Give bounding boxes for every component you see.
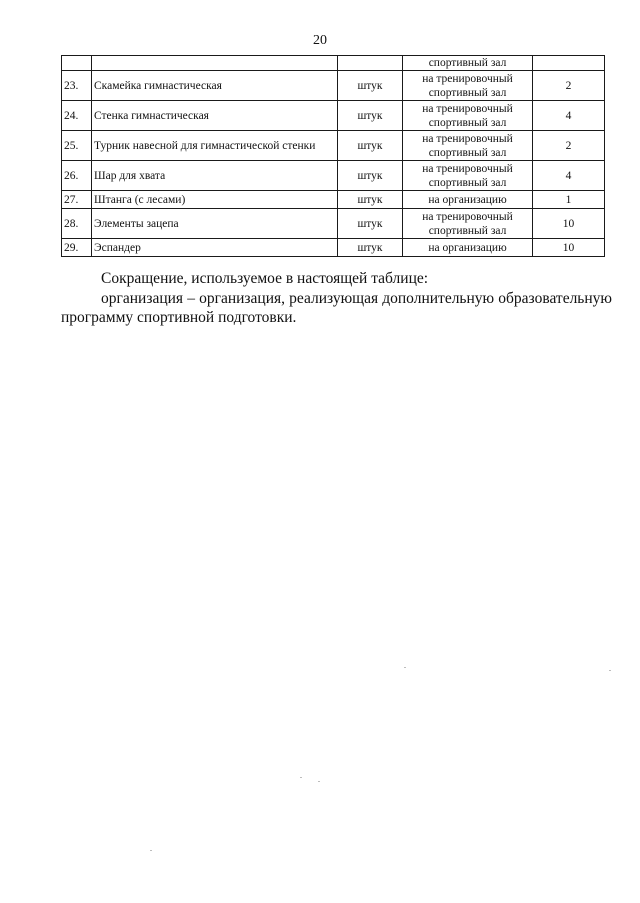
unit: штук xyxy=(338,101,403,131)
quantity: 2 xyxy=(533,131,605,161)
quantity xyxy=(533,56,605,71)
row-number: 25. xyxy=(62,131,92,161)
scan-speck xyxy=(609,670,611,671)
scan-speck xyxy=(300,777,302,778)
scan-speck xyxy=(404,667,406,668)
item-name: Шар для хвата xyxy=(92,161,338,191)
allocation: спортивный зал xyxy=(403,56,533,71)
unit: штук xyxy=(338,131,403,161)
quantity: 1 xyxy=(533,191,605,209)
row-number: 26. xyxy=(62,161,92,191)
item-name: Эспандер xyxy=(92,239,338,257)
unit: штук xyxy=(338,71,403,101)
scan-speck xyxy=(318,781,320,782)
table-row xyxy=(62,239,605,257)
allocation: на тренировочный спортивный зал xyxy=(403,209,533,239)
table-row xyxy=(62,191,605,209)
row-number: 29. xyxy=(62,239,92,257)
table-row xyxy=(62,161,605,191)
item-name: Скамейка гимнастическая xyxy=(92,71,338,101)
allocation: на тренировочный спортивный зал xyxy=(403,161,533,191)
unit: штук xyxy=(338,209,403,239)
row-number: 28. xyxy=(62,209,92,239)
item-name: Стенка гимнастическая xyxy=(92,101,338,131)
row-number: 24. xyxy=(62,101,92,131)
page-number: 20 xyxy=(313,33,327,48)
quantity: 10 xyxy=(533,239,605,257)
equipment-table xyxy=(61,55,605,257)
table-row xyxy=(62,131,605,161)
quantity: 4 xyxy=(533,101,605,131)
unit: штук xyxy=(338,239,403,257)
unit xyxy=(338,56,403,71)
allocation: на тренировочный спортивный зал xyxy=(403,131,533,161)
item-name xyxy=(92,56,338,71)
abbreviation-definition: организация – организация, реализующая дополнительную образовательную программу спортивной подготовки. xyxy=(61,290,612,326)
unit: штук xyxy=(338,161,403,191)
item-name: Элементы зацепа xyxy=(92,209,338,239)
scan-speck xyxy=(150,850,152,851)
abbreviation-heading: Сокращение, используемое в настоящей таблице: xyxy=(101,270,429,287)
allocation: на тренировочный спортивный зал xyxy=(403,101,533,131)
allocation: на организацию xyxy=(403,239,533,257)
table-row xyxy=(62,209,605,239)
row-number: 23. xyxy=(62,71,92,101)
row-number: 27. xyxy=(62,191,92,209)
allocation: на тренировочный спортивный зал xyxy=(403,71,533,101)
table-row xyxy=(62,101,605,131)
unit: штук xyxy=(338,191,403,209)
item-name: Турник навесной для гимнастической стенки xyxy=(92,131,338,161)
table-row xyxy=(62,71,605,101)
quantity: 4 xyxy=(533,161,605,191)
allocation: на организацию xyxy=(403,191,533,209)
quantity: 10 xyxy=(533,209,605,239)
quantity: 2 xyxy=(533,71,605,101)
table-row-continuation xyxy=(62,56,605,71)
row-number xyxy=(62,56,92,71)
item-name: Штанга (с лесами) xyxy=(92,191,338,209)
